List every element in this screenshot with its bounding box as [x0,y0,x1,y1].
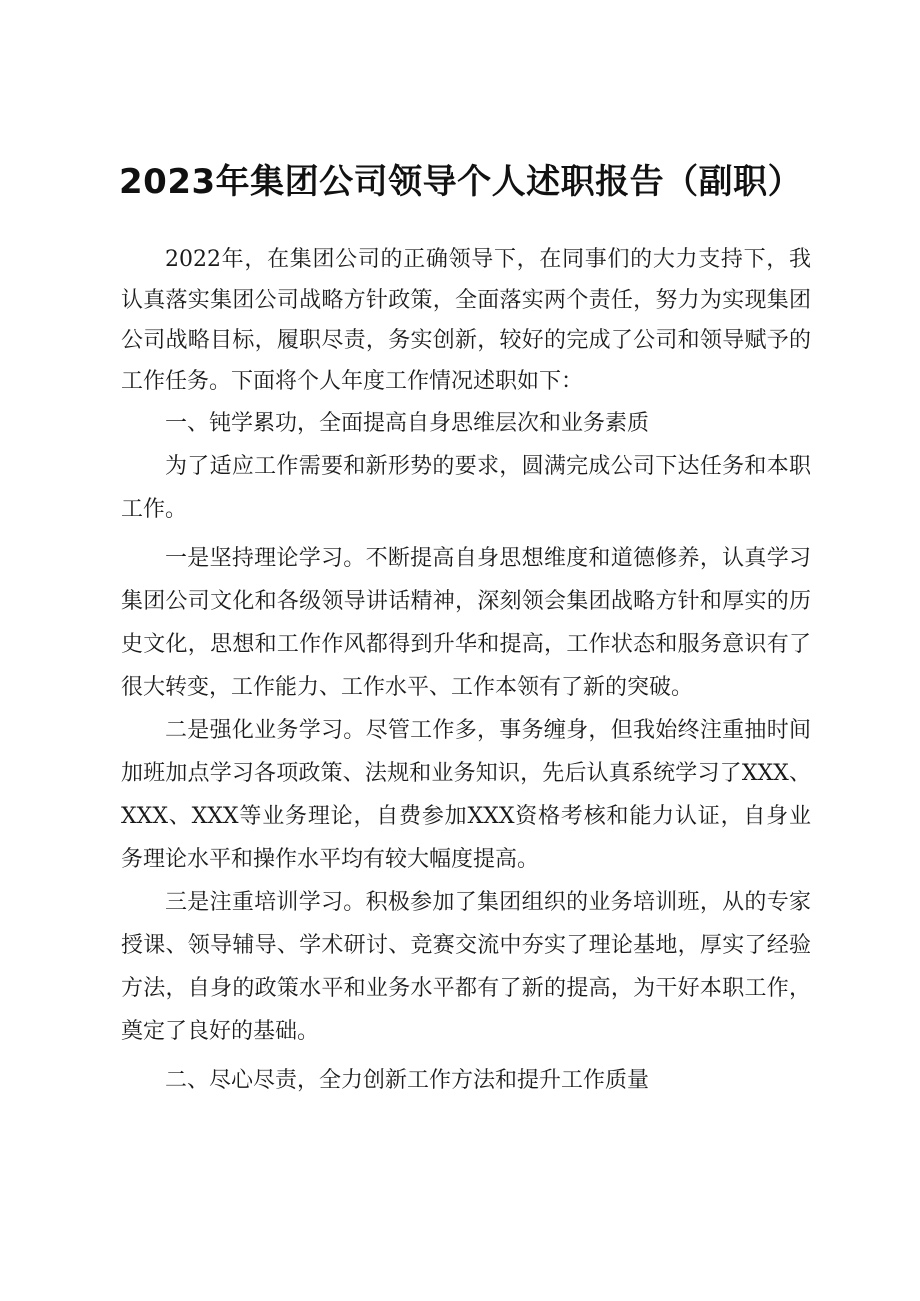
training-study-paragraph: 三是注重培训学习。积极参加了集团组织的业务培训班，从的专家授课、领导辅导、学术研讨、竞赛交流中夯实了理论基地，厚实了经验方法，自身的政策水平和业务水平都有了新的提高，为干好本职工作，奠定了良好的基础。 [121,890,811,1044]
section-heading-1: 一、钝学累功，全面提高自身思维层次和业务素质 [165,411,650,436]
intro-paragraph: 2022年，在集团公司的正确领导下，在同事们的大力支持下，我认真落实集团公司战略方针政策，全面落实两个责任，努力为实现集团公司战略目标，履职尽责，务实创新，较好的完成了公司和领导赋予的工作任务。下面将个人年度工作情况述职如下： [121,247,811,394]
document-title: 2023年集团公司领导个人述职报告（副职） [119,162,803,202]
section-heading-2: 二、尽心尽责，全力创新工作方法和提升工作质量 [165,1068,650,1093]
theory-study-paragraph: 一是坚持理论学习。不断提高自身思想维度和道德修养，认真学习集团公司文化和各级领导讲话精神，深刻领会集团战略方针和厚实的历史文化，思想和工作作风都得到升华和提高，工作状态和服务意识有了很大转变，工作能力、工作水平、工作本领有了新的突破。 [121,546,811,700]
business-study-paragraph: 二是强化业务学习。尽管工作多，事务缠身，但我始终注重抽时间加班加点学习各项政策、法规和业务知识，先后认真系统学习了XXX、XXX、XXX等业务理论，自费参加XXX资格考核和能力认证，自身业务理论水平和操作水平均有较大幅度提高。 [121,718,811,872]
section-1-intro-paragraph: 为了适应工作需要和新形势的要求，圆满完成公司下达任务和本职工作。 [121,454,811,522]
document-body [121,240,811,1102]
